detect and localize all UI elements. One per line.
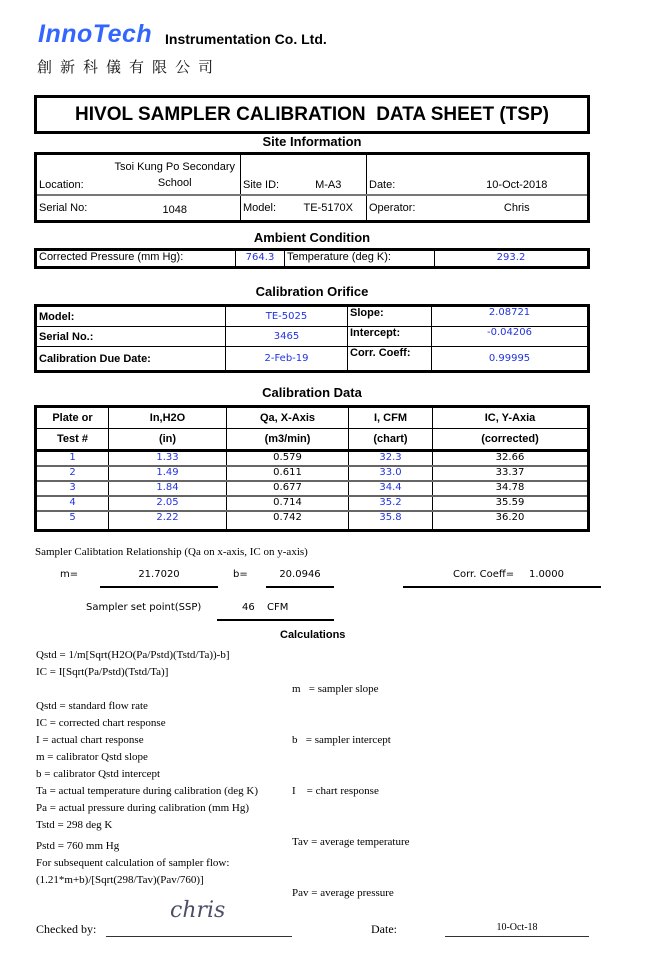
test-number: 2 (36, 466, 109, 481)
calc-line: (1.21*m+b)/[Sqrt(298/Tav)(Pav/760)] (36, 874, 204, 886)
location-line1: Tsoi Kung Po Secondary (114, 161, 235, 173)
calc-line: Qstd = 1/m[Sqrt(H2O(Pa/Pstd)(Tstd/Ta))-b] (36, 649, 230, 661)
section-title-site-info: Site Information (262, 134, 362, 149)
corr-coeff-value: 0.99995 (432, 347, 589, 372)
due-date-value: 2-Feb-19 (226, 347, 348, 372)
m-label: m= (60, 569, 79, 580)
calculations-right (292, 647, 410, 919)
calc-line: Pstd = 760 mm Hg (36, 840, 120, 852)
orifice-table (34, 304, 590, 373)
i-cfm: 35.8 (349, 511, 433, 531)
table-row (36, 451, 589, 467)
qa: 0.611 (227, 466, 349, 481)
corr-label: Corr. Coeff= (453, 569, 515, 580)
calculations-left (36, 647, 296, 889)
table-row (36, 481, 589, 496)
pressure-value: 764.3 (236, 250, 285, 268)
serial-value: 1048 (110, 195, 241, 222)
qa: 0.714 (227, 496, 349, 511)
intercept-label: Intercept: (348, 327, 432, 347)
calc-spacer (36, 681, 296, 698)
intercept-value: -0.04206 (432, 327, 589, 347)
corr-value: 1.0000 (529, 569, 564, 580)
i-cfm: 32.3 (349, 451, 433, 467)
pressure-label: Corrected Pressure (mm Hg): (39, 251, 184, 263)
serial-label: Serial No: (36, 195, 110, 222)
ssp-underline (217, 619, 334, 621)
relationship-title: Sampler Calibtation Relationship (Qa on x-axis, IC on y-axis) (35, 546, 308, 558)
section-title-orifice: Calibration Orifice (255, 284, 369, 299)
in-h2o: 1.84 (109, 481, 227, 496)
checked-by-underline (106, 936, 292, 937)
calc-line: m = sampler slope (292, 683, 379, 695)
checked-by-label: Checked by: (36, 922, 97, 936)
col-header: Plate or (52, 412, 93, 424)
table-row (36, 496, 589, 511)
col-subheader: (in) (109, 429, 227, 451)
qa: 0.742 (227, 511, 349, 531)
section-title-calibration: Calibration Data (262, 385, 362, 400)
b-value: 20.0946 (279, 569, 321, 580)
col-header: I, CFM (349, 407, 433, 429)
orifice-serial-label: Serial No.: (36, 327, 226, 347)
table-row (36, 511, 589, 531)
calc-line: Tstd = 298 deg K (36, 819, 113, 831)
section-title-ambient: Ambient Condition (253, 230, 371, 245)
ssp-unit: CFM (267, 602, 289, 613)
due-date-label: Calibration Due Date: (36, 347, 226, 372)
ssp-value: 46 (242, 602, 255, 613)
col-header: IC, Y-Axia (433, 407, 589, 429)
test-number: 3 (36, 481, 109, 496)
calc-line: I = actual chart response (36, 734, 144, 746)
date-value: 10-Oct-2018 (486, 179, 548, 191)
col-subheader: (corrected) (433, 429, 589, 451)
operator-label: Operator: (367, 195, 447, 222)
ic: 33.37 (433, 466, 589, 481)
col-header: In,H2O (109, 407, 227, 429)
b-underline (266, 586, 334, 588)
col-subheader: Test # (36, 429, 109, 451)
ic: 34.78 (433, 481, 589, 496)
i-cfm: 34.4 (349, 481, 433, 496)
calc-line: Pav = average pressure (292, 887, 394, 899)
model-label: Model: (241, 195, 291, 222)
temperature-value: 293.2 (435, 250, 589, 268)
ambient-table (34, 248, 590, 269)
calc-line: IC = I[Sqrt(Pa/Pstd)(Tstd/Ta)] (36, 666, 169, 678)
orifice-serial-value: 3465 (226, 327, 348, 347)
qa: 0.677 (227, 481, 349, 496)
slope-label: Slope: (348, 306, 432, 327)
calc-line: Pa = actual pressure during calibration (mm Hg) (36, 802, 250, 814)
in-h2o: 2.05 (109, 496, 227, 511)
m-value: 21.7020 (138, 569, 180, 580)
calc-line: Tav = average temperature (292, 836, 410, 848)
table-row (36, 466, 589, 481)
ssp-label: Sampler set point(SSP) (86, 602, 202, 613)
signature: chris (170, 898, 226, 923)
i-cfm: 35.2 (349, 496, 433, 511)
calc-line: Qstd = standard flow rate (36, 700, 148, 712)
m-underline (100, 586, 218, 588)
operator-value: Chris (447, 195, 589, 222)
calculations-title: Calculations (280, 629, 346, 641)
in-h2o: 1.33 (109, 451, 227, 467)
site-info-table (34, 152, 590, 223)
corr-coeff-label: Corr. Coeff: (348, 347, 432, 372)
test-number: 5 (36, 511, 109, 531)
location-label: Location: (39, 179, 84, 191)
test-number: 4 (36, 496, 109, 511)
model-value: TE-5170X (291, 195, 367, 222)
ic: 35.59 (433, 496, 589, 511)
orifice-model-value: TE-5025 (226, 306, 348, 327)
calc-line: m = calibrator Qstd slope (36, 751, 148, 763)
ic: 32.66 (433, 451, 589, 467)
corr-underline (403, 586, 601, 588)
site-id-label: Site ID: (241, 154, 291, 196)
col-subheader: (m3/min) (227, 429, 349, 451)
footer-date-value: 10-Oct-18 (496, 922, 538, 933)
calc-line: IC = corrected chart response (36, 717, 166, 729)
orifice-model-label: Model: (39, 310, 75, 323)
brand-logo: InnoTech (38, 20, 153, 48)
test-number: 1 (36, 451, 109, 467)
calc-line: b = calibrator Qstd intercept (36, 768, 161, 780)
company-chinese-name: 創新科儀有限公司 (37, 58, 222, 76)
col-subheader: (chart) (349, 429, 433, 451)
calc-line: For subsequent calculation of sampler flow: (36, 857, 230, 869)
footer-date-label: Date: (371, 922, 397, 936)
page-title: HIVOL SAMPLER CALIBRATION DATA SHEET (TSP) (34, 95, 590, 134)
location-value (110, 154, 241, 196)
slope-value: 2.08721 (432, 306, 589, 327)
site-id-value: M-A3 (315, 179, 342, 191)
company-name: Instrumentation Co. Ltd. (165, 31, 327, 47)
calibration-data-table (34, 405, 590, 532)
calc-line: I = chart response (292, 785, 379, 797)
b-label: b= (233, 569, 248, 580)
i-cfm: 33.0 (349, 466, 433, 481)
date-label: Date: (367, 154, 447, 196)
col-header: Qa, X-Axis (227, 407, 349, 429)
in-h2o: 2.22 (109, 511, 227, 531)
qa: 0.579 (227, 451, 349, 467)
temperature-label: Temperature (deg K): (285, 250, 435, 268)
calc-line: Ta = actual temperature during calibration (deg K) (36, 785, 258, 797)
footer-date-underline (445, 936, 589, 937)
location-line2: School (157, 177, 192, 189)
ic: 36.20 (433, 511, 589, 531)
in-h2o: 1.49 (109, 466, 227, 481)
calc-line: b = sampler intercept (292, 734, 391, 746)
